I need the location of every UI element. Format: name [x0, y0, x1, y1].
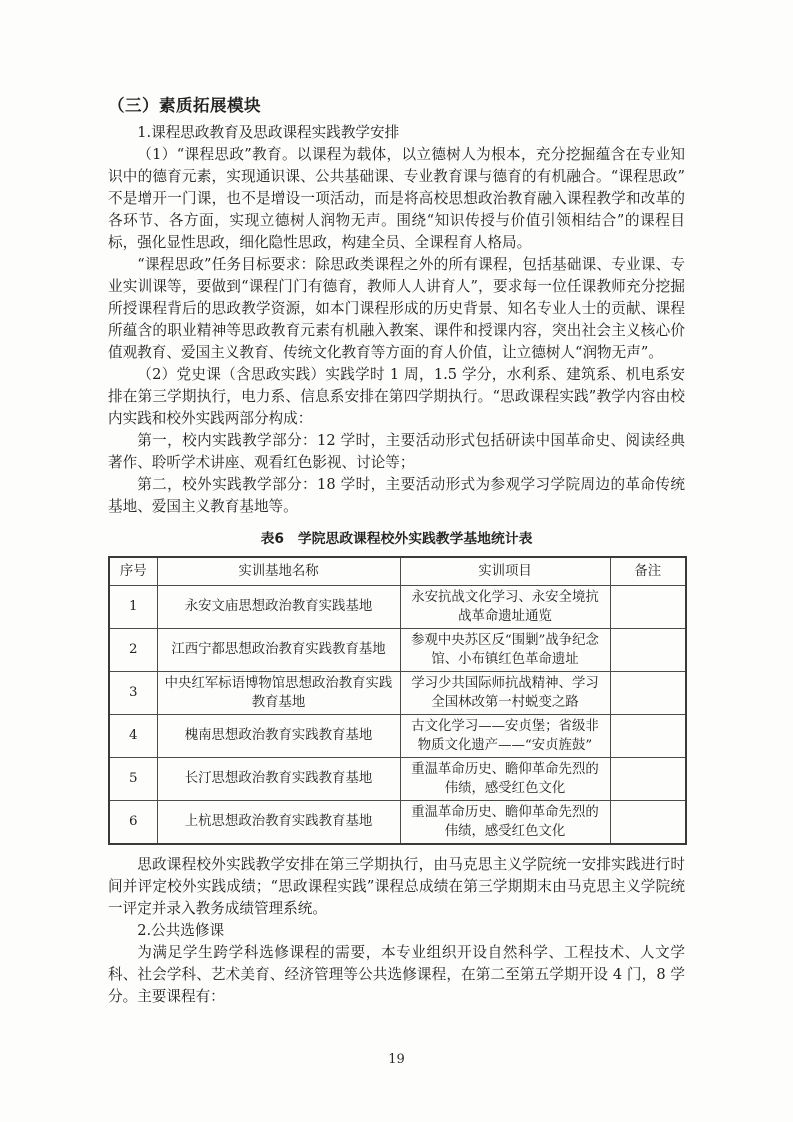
column-header-project: 实训项目 [400, 557, 610, 585]
column-header-index: 序号 [109, 557, 157, 585]
paragraph-1: （1）“课程思政”教育。以课程为载体，以立德树人为根本，充分挖掘蕴含在专业知识中的德育元素，实现通识课、公共基础课、专业教育课与德育的有机融合。“课程思政”不是增开一门课，也不是增设一项活动，而是将高校思想政治教育融入课程教学和改革的各环节、各方面，实现立德树人润物无声。围绕“知识传授与价值引领相结合”的课程目标，强化显性思政，细化隐性思政，构建全员、全课程育人格局。 [108, 146, 685, 251]
cell-project: 重温革命历史、瞻仰革命先烈的伟绩，感受红色文化 [400, 800, 610, 844]
cell-base-name: 槐南思想政治教育实践教育基地 [157, 714, 400, 757]
cell-project: 永安抗战文化学习、永安全境抗战革命遗址通览 [400, 585, 610, 628]
cell-project: 重温革命历史、瞻仰革命先烈的伟绩，感受红色文化 [400, 757, 610, 800]
column-header-base-name: 实训基地名称 [157, 557, 400, 585]
practice-base-table [108, 556, 687, 845]
cell-remark [610, 628, 686, 671]
cell-index: 5 [109, 757, 157, 800]
cell-index: 4 [109, 714, 157, 757]
cell-base-name: 中央红军标语博物馆思想政治教育实践教育基地 [157, 671, 400, 714]
cell-base-name: 上杭思想政治教育实践教育基地 [157, 800, 400, 844]
paragraph-6: 思政课程校外实践教学安排在第三学期执行，由马克思主义学院统一安排实践进行时间并评定校外实践成绩；“思政课程实践”课程总成绩在第三学期期末由马克思主义学院统一评定并录入教务成绩管理系统。 [108, 855, 685, 917]
cell-index: 1 [109, 585, 157, 628]
page-content [108, 94, 685, 1008]
page-number: 19 [388, 1052, 405, 1067]
section-heading: （三）素质拓展模块 [108, 96, 261, 115]
table-row [109, 628, 686, 671]
cell-base-name: 长汀思想政治教育实践教育基地 [157, 757, 400, 800]
table-row [109, 800, 686, 844]
cell-base-name: 永安文庙思想政治教育实践基地 [157, 585, 400, 628]
table-row [109, 714, 686, 757]
paragraph-2: “课程思政”任务目标要求：除思政类课程之外的所有课程，包括基础课、专业课、专业实训课等，要做到“课程门门有德育，教师人人讲育人”，要求每一位任课教师充分挖掘所授课程背后的思政教学资源，如本门课程形成的历史背景、知名专业人士的贡献、课程所蕴含的职业精神等思政教育元素有机融入教案、课件和授课内容，突出社会主义核心价值观教育、爱国主义教育、传统文化教育等方面的育人价值，让立德树人“润物无声”。 [108, 256, 685, 361]
cell-remark [610, 585, 686, 628]
cell-remark [610, 714, 686, 757]
paragraph-5: 第二，校外实践教学部分：18 学时，主要活动形式为参观学习学院周边的革命传统基地、爱国主义教育基地等。 [108, 476, 685, 515]
cell-project: 学习少共国际师抗战精神、学习全国林改第一村蜕变之路 [400, 671, 610, 714]
table-row [109, 585, 686, 628]
cell-remark [610, 757, 686, 800]
cell-project: 参观中央苏区反“围剿”战争纪念馆、小布镇红色革命遗址 [400, 628, 610, 671]
table-row [109, 671, 686, 714]
paragraph-7: 为满足学生跨学科选修课程的需要，本专业组织开设自然科学、工程技术、人文学科、社会学科、艺术美育、经济管理等公共选修课程，在第二至第五学期开设 4 门，8 学分。主要课程有： [108, 943, 685, 1005]
column-header-remark: 备注 [610, 557, 686, 585]
cell-index: 3 [109, 671, 157, 714]
cell-index: 2 [109, 628, 157, 671]
cell-index: 6 [109, 800, 157, 844]
subsection-heading-1: 1.课程思政教育及思政课程实践教学安排 [137, 124, 400, 141]
cell-base-name: 江西宁都思想政治教育实践教育基地 [157, 628, 400, 671]
cell-remark [610, 800, 686, 844]
table-caption: 表6 学院思政课程校外实践教学基地统计表 [260, 531, 533, 547]
cell-remark [610, 671, 686, 714]
subsection-heading-2: 2.公共选修课 [137, 921, 225, 939]
table-row [109, 757, 686, 800]
paragraph-3: （2）党史课（含思政实践）实践学时 1 周，1.5 学分，水利系、建筑系、机电系安排在第三学期执行，电力系、信息系安排在第四学期执行。“思政课程实践”教学内容由校内实践和校外实践两部分构成： [108, 366, 685, 427]
table-header-row [109, 557, 686, 585]
cell-project: 古文化学习——安贞堡；省级非物质文化遗产——“安贞旌鼓” [400, 714, 610, 757]
paragraph-4: 第一，校内实践教学部分：12 学时，主要活动形式包括研读中国革命史、阅读经典著作、聆听学术讲座、观看红色影视、讨论等； [108, 432, 685, 471]
